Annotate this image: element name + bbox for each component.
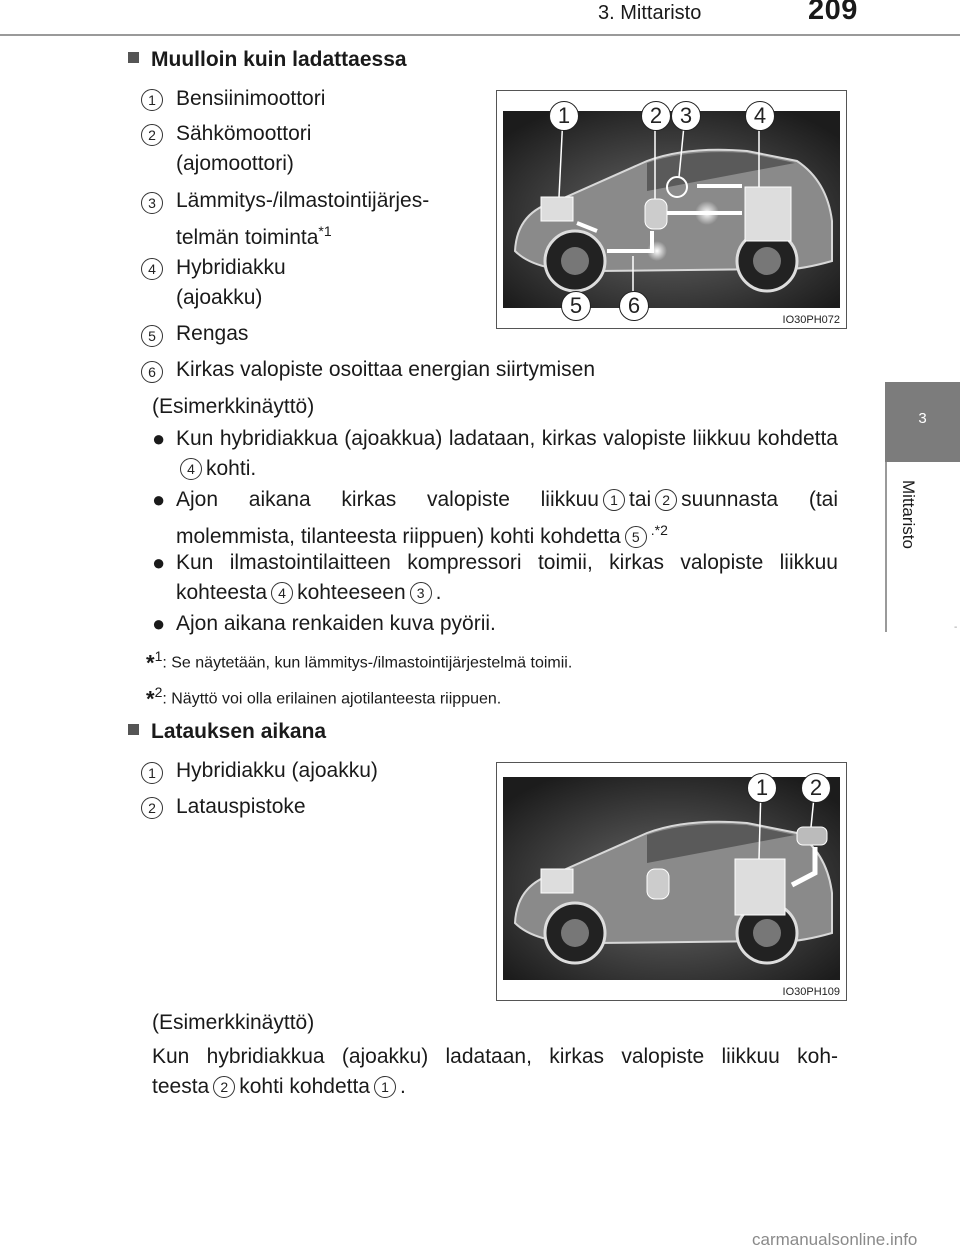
figure-callout: 2: [641, 101, 671, 131]
header-divider: [0, 34, 960, 36]
figure-callout: 1: [549, 101, 579, 131]
car-charging-illustration: [497, 763, 846, 1000]
figure-callout: 4: [745, 101, 775, 131]
figure-callout: 2: [801, 773, 831, 803]
legend-item-cont: (ajomoottori): [176, 152, 294, 175]
footnote: *$^2$: Näyttö voi olla erilainen ajotilanteesta riippuen.: [146, 684, 502, 712]
legend-num: 1: [141, 762, 163, 784]
legend-item: Hybridiakku: [176, 256, 286, 279]
section-heading-2: Latauksen aikana: [128, 720, 326, 744]
chapter-tab-label: Mittaristo: [899, 480, 918, 549]
legend-item-cont: telmän toiminta$^{*1}$: [176, 223, 332, 249]
chapter-title: 3. Mittaristo: [598, 2, 702, 24]
bullet-icon: ●: [152, 487, 166, 512]
chapter-tab-number: 3: [918, 410, 927, 427]
legend-num: 6: [141, 361, 163, 383]
square-bullet-icon: [128, 52, 139, 63]
legend-item: Sähkömoottori: [176, 122, 312, 145]
legend-item: Rengas: [176, 322, 249, 345]
legend-num: 2: [141, 124, 163, 146]
example-note: (Esimerkkinäyttö): [152, 1011, 315, 1034]
legend-num: 2: [141, 797, 163, 819]
legend-num: 1: [141, 89, 163, 111]
bullet-text: Kun hybridiakkua (ajoakkua) ladataan, kirkas valopiste liikkuu kohdetta4 kohti.: [176, 427, 838, 480]
legend-item: Bensiinimoottori: [176, 87, 326, 110]
bullet-text: Ajon aikana kirkas valopiste liikkuu 1 tai 2 suunnasta (tai molemmista, tilanteesta riippuen) kohti kohdetta 5 $^{.*2}$: [176, 488, 839, 548]
chapter-tab[interactable]: [885, 382, 960, 462]
figure-id: IO30PH072: [782, 314, 840, 326]
bullet-text: Kun ilmastointilaitteen kompressori toimii, kirkas valopiste liikkuu kohteesta 4 kohteeseen 3 .: [176, 551, 838, 604]
section-heading-1: Muulloin kuin ladattaessa: [128, 48, 407, 72]
figure-callout: 1: [747, 773, 777, 803]
legend-item-cont: (ajoakku): [176, 286, 263, 309]
bullet-icon: ●: [152, 426, 166, 451]
bullet-text: Ajon aikana renkaiden kuva pyörii.: [176, 612, 496, 635]
footnote: *$^1$: Se näytetään, kun lämmitys-/ilmastointijärjestelmä toimii.: [146, 648, 573, 676]
legend-num: 4: [141, 258, 163, 280]
legend-item: Kirkas valopiste osoittaa energian siirtymisen: [176, 358, 596, 381]
legend-item: Lämmitys-/ilmastointijärjes-: [176, 189, 430, 212]
side-divider: [885, 462, 887, 632]
side-mark: -: [954, 622, 958, 633]
example-note: (Esimerkkinäyttö): [152, 395, 315, 418]
description-line: teesta 2 kohti kohdetta 1 .: [152, 1075, 406, 1098]
bullet-icon: ●: [152, 611, 166, 636]
legend-num: 5: [141, 325, 163, 347]
legend-item: Hybridiakku (ajoakku): [176, 759, 378, 782]
description-line: Kun hybridiakkua (ajoakku) ladataan, kirkas valopiste liikkuu koh-: [152, 1045, 838, 1068]
car-energy-illustration: [497, 91, 846, 328]
square-bullet-icon: [128, 724, 139, 735]
figure-id: IO30PH109: [782, 986, 840, 998]
legend-num: 3: [141, 192, 163, 214]
watermark: carmanualsonline.info: [752, 1230, 918, 1249]
figure-callout: 5: [561, 291, 591, 321]
energy-flow-figure: [496, 90, 847, 329]
page-number: 209: [808, 0, 858, 26]
figure-callout: 3: [671, 101, 701, 131]
legend-item: Latauspistoke: [176, 795, 306, 818]
figure-callout: 6: [619, 291, 649, 321]
bullet-icon: ●: [152, 550, 166, 575]
charging-figure: [496, 762, 847, 1001]
